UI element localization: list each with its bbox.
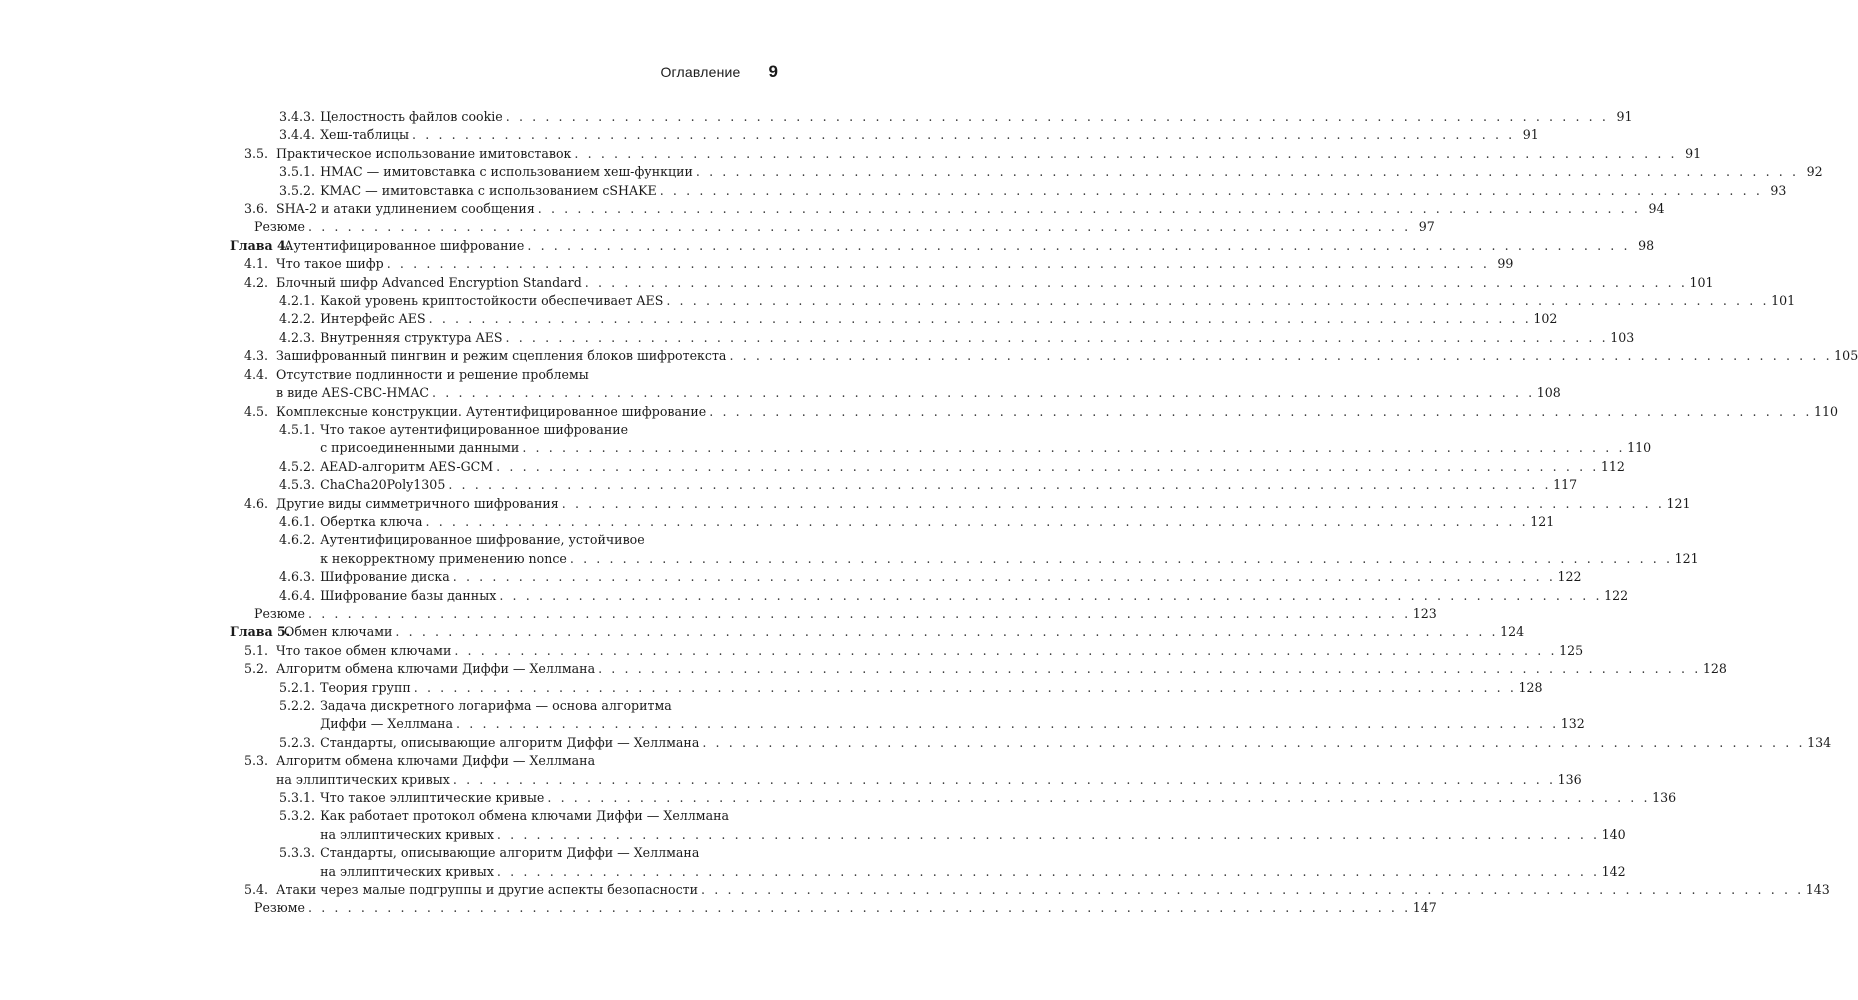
dot-leader bbox=[305, 899, 1413, 917]
toc-entry-number: 3.5.2. bbox=[279, 182, 316, 198]
toc-entry bbox=[230, 182, 1787, 200]
toc-entry-title: Стандарты, описывающие алгоритм Диффи — Хеллмана bbox=[320, 845, 700, 861]
toc-entry-title: Интерфейс AES bbox=[320, 311, 426, 327]
toc-entry-number: 4.4. bbox=[243, 366, 268, 382]
toc-entry-title: Другие виды симметричного шифрования bbox=[276, 495, 559, 511]
toc-entry bbox=[230, 108, 1633, 126]
toc-entry-number: 4.5.3. bbox=[279, 477, 316, 493]
running-head-title: Оглавление bbox=[660, 64, 741, 80]
toc-page-number: 121 bbox=[1674, 550, 1699, 566]
toc-page-number: 108 bbox=[1536, 385, 1561, 401]
toc-entry-title: Что такое шифр bbox=[276, 256, 384, 272]
toc-entry-title: Какой уровень криптостойкости обеспечивает AES bbox=[320, 293, 664, 309]
toc-entry-title: Что такое эллиптические кривые bbox=[320, 790, 545, 806]
toc-entry-title: KMAC — имитовставка с использованием cSHAKE bbox=[320, 182, 657, 198]
toc-entry-number: 4.2.3. bbox=[279, 329, 316, 345]
toc-entry bbox=[230, 531, 1699, 568]
dot-leader bbox=[493, 458, 1601, 476]
toc-entry-number: 3.4.4. bbox=[279, 127, 316, 143]
toc-page-number: 125 bbox=[1559, 642, 1584, 658]
toc-page-number: 121 bbox=[1530, 513, 1555, 529]
toc-entry-number: 3.4.3. bbox=[279, 109, 316, 124]
toc-entry-number: 5.3.1. bbox=[279, 790, 316, 806]
toc-entry-number: 4.3. bbox=[243, 348, 268, 364]
toc-entry-number: 4.2.2. bbox=[279, 311, 316, 327]
dot-leader bbox=[445, 476, 1553, 494]
dot-leader bbox=[726, 347, 1834, 365]
toc-entry bbox=[230, 660, 1727, 678]
toc-entry bbox=[230, 642, 1584, 660]
toc-page-number: 136 bbox=[1557, 771, 1582, 787]
toc-page-number: 91 bbox=[1616, 109, 1633, 124]
toc-entry-number: 5.1. bbox=[243, 642, 268, 658]
toc-entry-number: Глава 4. bbox=[230, 237, 291, 253]
toc-entry-title: Аутентифицированное шифрование bbox=[284, 237, 525, 253]
dot-leader bbox=[693, 163, 1801, 181]
toc-entry-title: Зашифрованный пингвин и режим сцепления блоков шифротекста bbox=[276, 348, 727, 364]
toc-entry bbox=[230, 366, 1561, 403]
toc-entry-title: на эллиптических кривых bbox=[276, 771, 450, 787]
toc-entry bbox=[230, 807, 1626, 844]
toc-entry-number: 4.5.1. bbox=[279, 421, 316, 437]
toc-entry bbox=[230, 587, 1629, 605]
toc-entry bbox=[230, 274, 1714, 292]
toc-entry-title: на эллиптических кривых bbox=[320, 826, 494, 842]
toc-entry-title: Внутренняя структура AES bbox=[320, 329, 503, 345]
toc-entry bbox=[230, 476, 1578, 494]
dot-leader bbox=[305, 605, 1413, 623]
toc-page-number: 91 bbox=[1522, 127, 1539, 143]
dot-leader bbox=[571, 145, 1679, 163]
toc-page-number: 124 bbox=[1500, 624, 1525, 640]
toc-entry-title: в виде AES-CBC-HMAC bbox=[276, 385, 430, 401]
toc-entry-title: Что такое обмен ключами bbox=[276, 642, 452, 658]
toc-page-number: 128 bbox=[1702, 661, 1727, 677]
dot-leader bbox=[698, 881, 1806, 899]
toc-entry-number: 4.6. bbox=[243, 495, 268, 511]
toc-entry-title: Шифрование диска bbox=[320, 569, 450, 585]
toc-entry-title: Обертка ключа bbox=[320, 513, 423, 529]
toc-entry-title: Блочный шифр Advanced Encryption Standard bbox=[276, 274, 582, 290]
toc-entry-number: 5.4. bbox=[243, 882, 268, 898]
toc-entry-title: Стандарты, описывающие алгоритм Диффи — Хеллмана bbox=[320, 734, 700, 750]
dot-leader bbox=[535, 200, 1643, 218]
toc-entry-title: Резюме bbox=[254, 605, 306, 621]
toc-entry-title: Целостность файлов cookie bbox=[320, 109, 503, 124]
toc-page-number: 134 bbox=[1807, 734, 1832, 750]
toc-entry bbox=[230, 679, 1543, 697]
toc-entry bbox=[230, 329, 1635, 347]
toc-page-number: 136 bbox=[1652, 790, 1677, 806]
toc-page-number: 110 bbox=[1627, 440, 1652, 456]
toc-page-number: 147 bbox=[1412, 900, 1437, 916]
toc-page-number: 99 bbox=[1497, 256, 1514, 272]
toc-entry bbox=[230, 255, 1514, 273]
toc-summary bbox=[230, 899, 1437, 917]
toc-entry-title: Диффи — Хеллмана bbox=[320, 716, 454, 732]
toc-entry-number: 4.6.1. bbox=[279, 513, 316, 529]
toc-entry-title: ChaCha20Poly1305 bbox=[320, 477, 446, 493]
toc-summary bbox=[230, 218, 1435, 236]
toc-page-number: 112 bbox=[1600, 458, 1625, 474]
toc-entry-number: 5.3.2. bbox=[279, 808, 316, 824]
toc-entry bbox=[230, 458, 1625, 476]
toc-entry-title: Резюме bbox=[254, 900, 306, 916]
dot-leader bbox=[450, 771, 1558, 789]
toc-entry-title: Резюме bbox=[254, 219, 306, 235]
toc-page-number: 91 bbox=[1685, 145, 1702, 161]
toc-entry bbox=[230, 347, 1858, 365]
toc-entry-number: 4.2. bbox=[243, 274, 268, 290]
toc-page-number: 122 bbox=[1604, 587, 1629, 603]
dot-leader bbox=[392, 623, 1500, 641]
toc-entry-number: 4.6.3. bbox=[279, 569, 316, 585]
toc-entry-title: Атаки через малые подгруппы и другие аспекты безопасности bbox=[276, 882, 699, 898]
toc-page-number: 143 bbox=[1805, 882, 1830, 898]
toc-page-number: 122 bbox=[1557, 569, 1582, 585]
toc-page-number: 123 bbox=[1412, 605, 1437, 621]
toc-entry-number: Глава 5. bbox=[230, 624, 291, 640]
toc-entry-title: Аутентифицированное шифрование, устойчивое bbox=[320, 532, 645, 548]
dot-leader bbox=[567, 550, 1675, 568]
toc-entry-number: 5.2.1. bbox=[279, 679, 316, 695]
dot-leader bbox=[409, 126, 1517, 144]
running-head bbox=[660, 62, 778, 82]
toc-entry-number: 3.5.1. bbox=[279, 164, 316, 180]
toc-summary bbox=[230, 605, 1437, 623]
toc-page-number: 102 bbox=[1533, 311, 1558, 327]
dot-leader bbox=[384, 255, 1492, 273]
dot-leader bbox=[423, 513, 1531, 531]
toc-entry-title: Шифрование базы данных bbox=[320, 587, 497, 603]
dot-leader bbox=[582, 274, 1690, 292]
dot-leader bbox=[706, 403, 1814, 421]
toc-page-number: 103 bbox=[1610, 329, 1635, 345]
dot-leader bbox=[559, 495, 1667, 513]
toc-chapter bbox=[230, 237, 1655, 255]
dot-leader bbox=[451, 642, 1559, 660]
toc-page-number: 101 bbox=[1689, 274, 1714, 290]
toc-entry bbox=[230, 163, 1823, 181]
toc-entry-title: AEAD-алгоритм AES-GCM bbox=[320, 458, 494, 474]
toc-page-number: 98 bbox=[1638, 237, 1655, 253]
toc-entry-number: 4.1. bbox=[243, 256, 268, 272]
toc-page-number: 140 bbox=[1601, 826, 1626, 842]
toc-page-number: 93 bbox=[1770, 182, 1787, 198]
table-of-contents bbox=[230, 108, 1858, 918]
toc-entry bbox=[230, 734, 1832, 752]
dot-leader bbox=[494, 863, 1602, 881]
dot-leader bbox=[496, 587, 1604, 605]
toc-entry-number: 5.2.2. bbox=[279, 698, 316, 713]
toc-entry bbox=[230, 292, 1796, 310]
toc-entry bbox=[230, 881, 1830, 899]
toc-entry-title: Комплексные конструкции. Аутентифицированное шифрование bbox=[276, 403, 707, 419]
toc-entry bbox=[230, 126, 1539, 144]
toc-page-number: 142 bbox=[1601, 863, 1626, 879]
toc-entry-title: HMAC — имитовставка с использованием хеш-функции bbox=[320, 164, 693, 180]
toc-entry-number: 5.3.3. bbox=[279, 845, 316, 861]
toc-entry-title: Задача дискретного логарифма — основа алгоритма bbox=[320, 698, 672, 713]
dot-leader bbox=[544, 789, 1652, 807]
toc-page-number: 94 bbox=[1648, 201, 1665, 217]
toc-entry bbox=[230, 568, 1582, 586]
toc-entry-number: 4.5. bbox=[243, 403, 268, 419]
dot-leader bbox=[494, 826, 1602, 844]
toc-page-number: 117 bbox=[1553, 477, 1578, 493]
toc-page-number: 121 bbox=[1666, 495, 1691, 511]
toc-entry-title: SHA-2 и атаки удлинением сообщения bbox=[276, 201, 535, 217]
dot-leader bbox=[657, 182, 1765, 200]
toc-entry bbox=[230, 200, 1665, 218]
toc-page-number: 132 bbox=[1560, 716, 1585, 732]
toc-entry bbox=[230, 495, 1691, 513]
toc-entry-title: на эллиптических кривых bbox=[320, 863, 494, 879]
toc-entry-number: 3.6. bbox=[243, 201, 268, 217]
toc-entry-title: Теория групп bbox=[320, 679, 411, 695]
toc-entry bbox=[230, 421, 1652, 458]
dot-leader bbox=[663, 292, 1771, 310]
dot-leader bbox=[519, 439, 1627, 457]
toc-entry-number: 5.2.3. bbox=[279, 734, 316, 750]
toc-entry bbox=[230, 789, 1677, 807]
toc-entry-title: Отсутствие подлинности и решение проблемы bbox=[276, 366, 589, 382]
toc-entry-title: Алгоритм обмена ключами Диффи — Хеллмана bbox=[276, 753, 596, 769]
toc-entry bbox=[230, 844, 1626, 881]
toc-page-number: 92 bbox=[1806, 164, 1823, 180]
toc-entry bbox=[230, 403, 1839, 421]
dot-leader bbox=[411, 679, 1519, 697]
toc-page-number: 110 bbox=[1813, 403, 1839, 419]
toc-page-number: 128 bbox=[1518, 679, 1543, 695]
toc-entry-title: Практическое использование имитовставок bbox=[276, 145, 572, 161]
toc-entry-title: Алгоритм обмена ключами Диффи — Хеллмана bbox=[276, 661, 596, 677]
toc-entry-title: Хеш-таблицы bbox=[320, 127, 410, 143]
toc-chapter bbox=[230, 623, 1525, 641]
toc-entry-number: 4.6.4. bbox=[279, 587, 316, 603]
toc-entry-number: 5.3. bbox=[243, 753, 268, 769]
toc-entry-title: Как работает протокол обмена ключами Диффи — Хеллмана bbox=[320, 808, 730, 824]
dot-leader bbox=[426, 310, 1534, 328]
toc-entry bbox=[230, 310, 1558, 328]
toc-entry bbox=[230, 697, 1585, 734]
dot-leader bbox=[429, 384, 1537, 402]
toc-entry-number: 3.5. bbox=[243, 145, 268, 161]
toc-entry-title: Обмен ключами bbox=[284, 624, 393, 640]
dot-leader bbox=[699, 734, 1807, 752]
toc-page-number: 97 bbox=[1418, 219, 1435, 235]
dot-leader bbox=[524, 237, 1632, 255]
toc-entry-number: 4.2.1. bbox=[279, 293, 316, 309]
toc-entry bbox=[230, 513, 1555, 531]
toc-page-number: 105 bbox=[1834, 348, 1858, 364]
dot-leader bbox=[305, 218, 1413, 236]
toc-page-number: 101 bbox=[1771, 293, 1796, 309]
dot-leader bbox=[595, 660, 1703, 678]
toc-entry-number: 4.5.2. bbox=[279, 458, 316, 474]
toc-entry-title: Что такое аутентифицированное шифрование bbox=[320, 421, 629, 437]
dot-leader bbox=[453, 715, 1561, 733]
toc-entry-title: с присоединенными данными bbox=[320, 440, 520, 456]
toc-entry-number: 5.2. bbox=[243, 661, 268, 677]
toc-entry-number: 4.6.2. bbox=[279, 532, 316, 548]
dot-leader bbox=[503, 329, 1611, 347]
page-number: 9 bbox=[768, 62, 778, 81]
toc-entry bbox=[230, 752, 1582, 789]
toc-entry-title: к некорректному применению nonce bbox=[320, 550, 567, 566]
dot-leader bbox=[503, 108, 1611, 126]
toc-entry bbox=[230, 145, 1702, 163]
dot-leader bbox=[450, 568, 1558, 586]
